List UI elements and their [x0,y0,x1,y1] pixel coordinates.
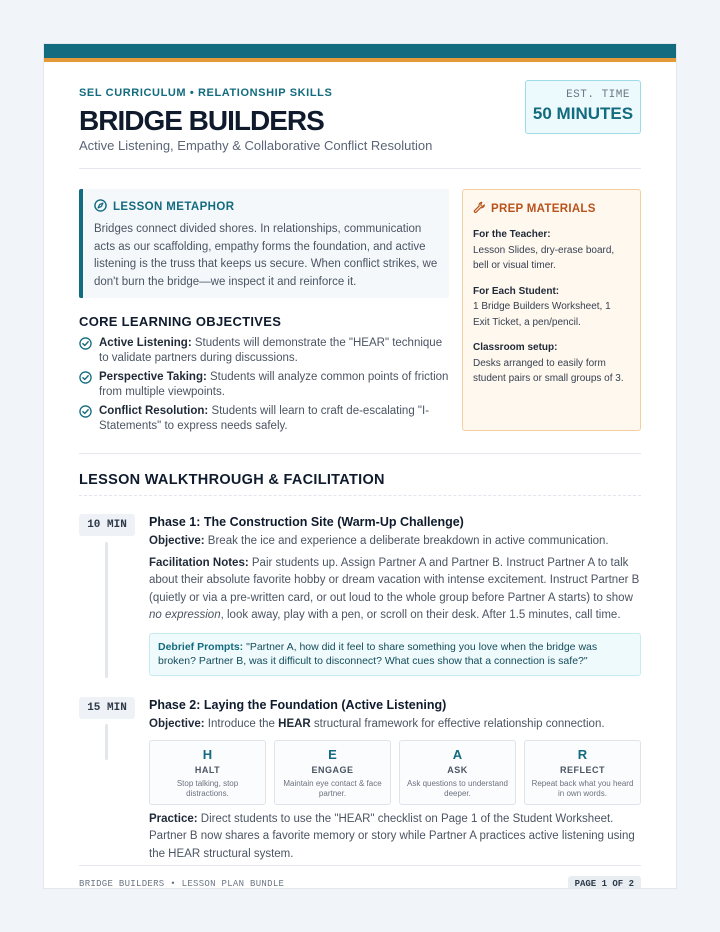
hear-letter: E [328,746,337,762]
debrief-label: Debrief Prompts: [158,640,244,653]
phase2-objective-label: Objective: [149,718,205,730]
phase1-timeline [105,542,108,678]
prep-section-label: For Each Student: [473,285,560,297]
debrief-text: "Partner A, how did it feel to share something you love when the bridge was broken? Partner B, was it difficult to disconnect? What cues show that a connection is safe?" [158,640,598,667]
prep-section-text: Lesson Slides, dry-erase board, bell or visual timer. [473,244,615,271]
phase1-objective-text: Break the ice and experience a deliberate breakdown in active communication. [204,535,609,547]
phase2-practice-text: Direct students to use the "HEAR" checklist on Page 1 of the Student Worksheet. Partner B now shares a favorite memory or story while Partner A practices active listening using the HEAR structural system. [149,812,635,860]
objective-text: Students will demonstrate the "HEAR" technique to validate partners during discussions. [99,337,443,364]
metaphor-body: Bridges connect divided shores. In relationships, communication acts as our scaffolding, empathy forms the foundation, and active listening is the truss that keeps us secure. When conflict strikes, we don't burn the bridge—we inspect it and reinforce it. [94,223,438,288]
footer-title: BRIDGE BUILDERS • LESSON PLAN BUNDLE [79,879,285,889]
phase2 [149,698,641,863]
phase2-objective [149,716,641,734]
metaphor-heading-text: LESSON METAPHOR [113,201,235,213]
hear-card-engage [274,740,391,805]
page-subtitle: Active Listening, Empathy & Collaborative Conflict Resolution [79,138,433,153]
objective-label: Perspective Taking: [99,371,207,383]
prep-materials-box [462,189,641,431]
hear-letter: H [202,746,213,762]
header-divider [79,168,641,169]
prep-section-teacher [473,227,630,274]
check-circle-icon [79,371,92,399]
phase1-time-badge: 10 MIN [79,514,135,536]
phase2-practice [149,811,641,864]
metaphor-heading [94,199,439,215]
hear-desc: Stop talking, stop distractions. [176,778,239,798]
objective-item [79,404,451,433]
lesson-metaphor-box [79,189,449,298]
est-time-value: 50 MINUTES [532,104,634,123]
lesson-plan-page [43,43,677,889]
objective-text: Students will analyze common points of friction from multiple viewpoints. [99,371,449,398]
prep-heading [473,201,630,217]
hear-word: REFLECT [560,764,605,775]
page-number-badge: PAGE 1 OF 2 [568,876,641,889]
hear-framework [149,740,641,805]
prep-section-text: Desks arranged to easily form student pairs or small groups of 3. [473,357,624,384]
prep-heading-text: PREP MATERIALS [491,203,596,215]
curriculum-eyebrow: SEL CURRICULUM • RELATIONSHIP SKILLS [79,87,333,99]
phase2-objective-text-c: structural framework for effective relationship connection. [310,718,605,730]
phase1-notes-label: Facilitation Notes: [149,556,249,569]
hear-desc: Maintain eye contact & face partner. [283,778,382,798]
phase1 [149,515,641,676]
phase2-title: Phase 2: Laying the Foundation (Active Listening) [149,698,447,712]
objective-text: Students will learn to craft de-escalating "I-Statements" to express needs safely. [99,405,430,432]
prep-section-label: For the Teacher: [473,229,551,240]
hear-card-reflect [524,740,641,805]
hear-desc: Repeat back what you heard in own words. [531,778,634,798]
compass-icon [94,199,107,215]
wrench-icon [473,201,486,217]
phase2-time-badge: 15 MIN [79,697,135,719]
check-circle-icon [79,337,92,365]
footer-divider [79,865,641,866]
objectives-heading: CORE LEARNING OBJECTIVES [79,314,282,329]
phase2-objective-hear: HEAR [278,718,311,730]
check-circle-icon [79,405,92,433]
phase2-timeline [105,724,108,760]
prep-section-label: Classroom setup: [473,342,558,353]
section-divider [79,453,641,454]
phase1-notes-emphasis: no expression [149,609,221,621]
hear-desc: Ask questions to understand deeper. [407,778,508,798]
walkthrough-heading: LESSON WALKTHROUGH & FACILITATION [79,472,385,488]
hear-letter: R [577,746,588,762]
walkthrough-dashed-divider [79,495,641,496]
top-accent-band [44,58,676,62]
phase1-notes-text-b: , look away, play with a pen, or scroll on their desk. After 1.5 minutes, call time. [220,609,621,621]
hear-letter: A [452,746,463,762]
objective-item [79,370,451,399]
objectives-list [79,336,451,438]
phase1-notes [149,555,641,625]
phase1-objective [149,533,641,551]
phase1-notes-text-a: Pair students up. Assign Partner A and Partner B. Instruct Partner A to talk about their absolute favorite hobby or dream vacation with intense excitement. Instruct Partner B (quietly or via a pre-written card, or out loud to the whole group before Partner A starts) to show [149,556,640,604]
objective-label: Conflict Resolution: [99,405,209,417]
page-title: BRIDGE BUILDERS [79,105,324,136]
hear-word: ENGAGE [311,764,354,775]
phase2-objective-text-a: Introduce the [204,718,279,730]
phase1-title: Phase 1: The Construction Site (Warm-Up Challenge) [149,515,464,529]
hear-word: HALT [194,764,221,775]
phase1-debrief-box [149,633,641,676]
est-time-label: EST. TIME [566,89,630,101]
objective-item [79,336,451,365]
estimated-time-box [525,80,641,134]
prep-section-classroom [473,340,630,387]
top-color-band [44,44,676,58]
phase1-objective-label: Objective: [149,535,205,547]
hear-card-halt [149,740,266,805]
hear-word: ASK [447,764,468,775]
hear-card-ask [399,740,516,805]
prep-section-text: 1 Bridge Builders Worksheet, 1 Exit Ticket, a pen/pencil. [473,301,611,328]
prep-section-student [473,284,630,331]
objective-label: Active Listening: [99,337,192,349]
phase2-practice-label: Practice: [149,812,198,825]
